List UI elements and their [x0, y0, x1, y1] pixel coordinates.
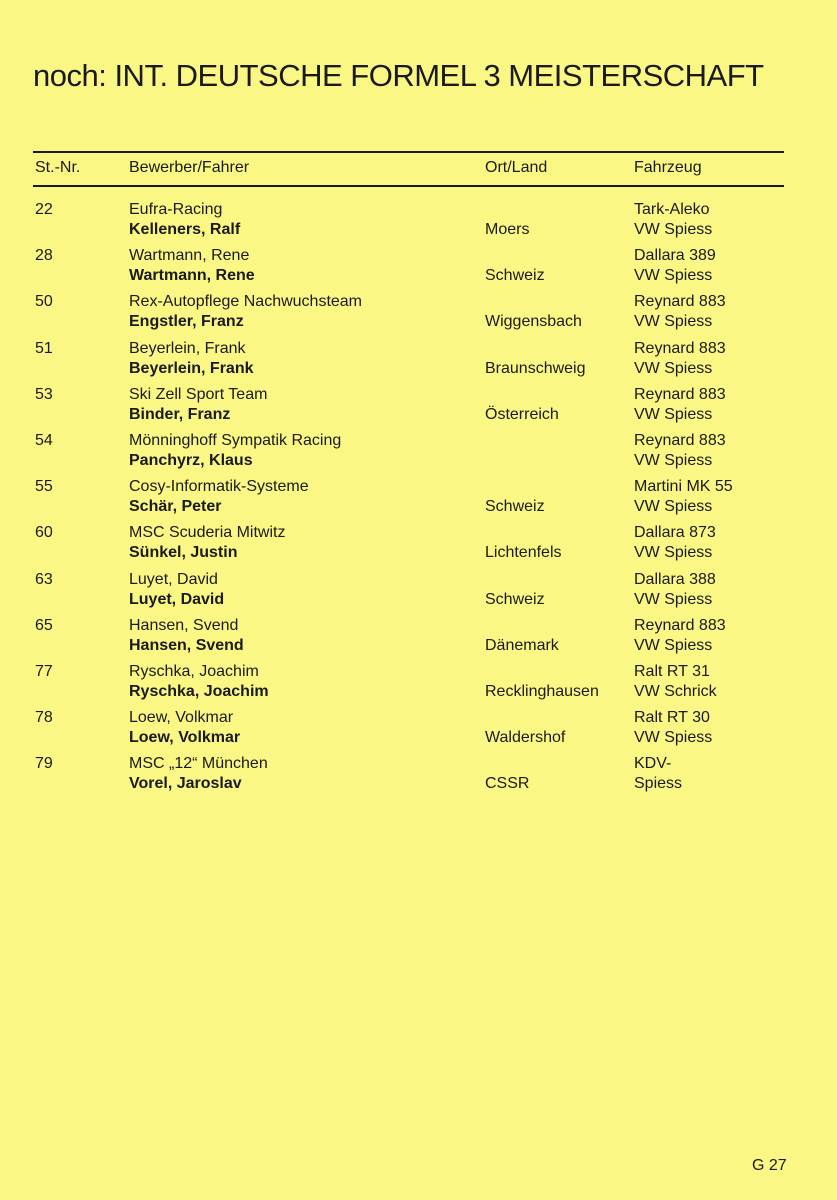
table-row: [0, 521, 837, 567]
fahrzeug-motor: VW Spiess: [634, 544, 713, 562]
fahrzeug-chassis: Ralt RT 31: [634, 662, 710, 680]
fahrzeug-motor: VW Spiess: [634, 359, 713, 377]
start-number: 51: [35, 339, 53, 357]
fahrzeug-chassis: Reynard 883: [634, 293, 726, 311]
fahrzeug-chassis: KDV-: [634, 755, 672, 773]
table-row: [0, 290, 837, 336]
fahrer-name: Vorel, Jaroslav: [129, 775, 242, 793]
fahrzeug-chassis: Dallara 388: [634, 570, 716, 588]
start-number: 77: [35, 662, 53, 680]
fahrer-name: Engstler, Franz: [129, 313, 244, 331]
bewerber-name: Hansen, Svend: [129, 616, 239, 634]
fahrzeug-chassis: Reynard 883: [634, 431, 726, 449]
table-row: [0, 198, 837, 244]
ort-land: Österreich: [485, 405, 559, 423]
start-number: 63: [35, 570, 53, 588]
header-startnummer: St.-Nr.: [35, 159, 81, 176]
bewerber-name: Cosy-Informatik-Systeme: [129, 478, 309, 496]
table-row: [0, 337, 837, 383]
bewerber-name: Ski Zell Sport Team: [129, 385, 268, 403]
fahrzeug-motor: VW Spiess: [634, 221, 713, 238]
start-number: 22: [35, 201, 53, 218]
ort-land: Moers: [485, 221, 530, 238]
header-bewerber-fahrer: Bewerber/Fahrer: [129, 159, 250, 176]
table-row: [0, 752, 837, 798]
fahrer-name: Loew, Volkmar: [129, 729, 241, 747]
ort-land: Schweiz: [485, 590, 545, 608]
entry-list: [0, 198, 837, 798]
fahrzeug-motor: VW Spiess: [634, 451, 713, 469]
ort-land: Waldershof: [485, 729, 566, 747]
fahrer-name: Beyerlein, Frank: [129, 359, 254, 377]
ort-land: Wiggensbach: [485, 313, 582, 331]
table-row: [0, 660, 837, 706]
ort-land: Recklinghausen: [485, 682, 599, 700]
page-number: G 27: [752, 1157, 787, 1174]
fahrzeug-motor: Spiess: [634, 775, 683, 793]
start-number: 79: [35, 755, 53, 773]
fahrer-name: Ryschka, Joachim: [129, 682, 269, 700]
table-row: [0, 706, 837, 752]
start-number: 78: [35, 709, 53, 727]
start-number: 54: [35, 431, 53, 449]
bewerber-name: Rex-Autopflege Nachwuchsteam: [129, 293, 363, 311]
fahrzeug-motor: VW Spiess: [634, 729, 713, 747]
bewerber-name: Luyet, David: [129, 570, 218, 588]
page-title: noch: INT. DEUTSCHE FORMEL 3 MEISTERSCHAFT: [33, 58, 764, 93]
ort-land: Lichtenfels: [485, 544, 562, 562]
fahrer-name: Luyet, David: [129, 590, 225, 608]
fahrzeug-chassis: Reynard 883: [634, 385, 726, 403]
bewerber-name: Mönninghoff Sympatik Racing: [129, 431, 342, 449]
start-number: 55: [35, 478, 53, 496]
ort-land: Schweiz: [485, 498, 545, 516]
start-number: 65: [35, 616, 53, 634]
bewerber-name: Wartmann, Rene: [129, 247, 250, 265]
start-number: 28: [35, 247, 53, 265]
table-header: [0, 159, 837, 179]
bewerber-name: Ryschka, Joachim: [129, 662, 259, 680]
table-row: [0, 383, 837, 429]
bewerber-name: Loew, Volkmar: [129, 709, 234, 727]
start-number: 50: [35, 293, 53, 311]
fahrzeug-chassis: Reynard 883: [634, 339, 726, 357]
header-divider: [33, 185, 784, 187]
fahrzeug-chassis: Tark-Aleko: [634, 201, 710, 218]
ort-land: Braunschweig: [485, 359, 586, 377]
fahrzeug-motor: VW Spiess: [634, 636, 713, 654]
header-ort-land: Ort/Land: [485, 159, 548, 176]
fahrzeug-motor: VW Schrick: [634, 682, 717, 700]
fahrzeug-chassis: Dallara 389: [634, 247, 716, 265]
fahrzeug-motor: VW Spiess: [634, 590, 713, 608]
fahrer-name: Panchyrz, Klaus: [129, 451, 253, 469]
ort-land: Schweiz: [485, 267, 545, 285]
table-row: [0, 429, 837, 475]
fahrer-name: Sünkel, Justin: [129, 544, 238, 562]
bewerber-name: Beyerlein, Frank: [129, 339, 246, 357]
fahrzeug-chassis: Martini MK 55: [634, 478, 733, 496]
fahrer-name: Binder, Franz: [129, 405, 231, 423]
start-number: 53: [35, 385, 53, 403]
fahrzeug-chassis: Reynard 883: [634, 616, 726, 634]
table-row: [0, 244, 837, 290]
bewerber-name: MSC „12“ München: [129, 755, 268, 773]
table-row: [0, 475, 837, 521]
fahrzeug-chassis: Dallara 873: [634, 524, 716, 542]
fahrzeug-motor: VW Spiess: [634, 498, 713, 516]
fahrzeug-motor: VW Spiess: [634, 405, 713, 423]
top-divider: [33, 151, 784, 153]
ort-land: CSSR: [485, 775, 530, 793]
fahrzeug-motor: VW Spiess: [634, 267, 713, 285]
ort-land: Dänemark: [485, 636, 559, 654]
table-row: [0, 614, 837, 660]
fahrzeug-chassis: Ralt RT 30: [634, 709, 710, 727]
bewerber-name: MSC Scuderia Mitwitz: [129, 524, 286, 542]
start-number: 60: [35, 524, 53, 542]
fahrer-name: Schär, Peter: [129, 498, 222, 516]
header-fahrzeug: Fahrzeug: [634, 159, 702, 176]
fahrer-name: Kelleners, Ralf: [129, 221, 241, 238]
bewerber-name: Eufra-Racing: [129, 201, 223, 218]
fahrer-name: Wartmann, Rene: [129, 267, 255, 285]
fahrzeug-motor: VW Spiess: [634, 313, 713, 331]
fahrer-name: Hansen, Svend: [129, 636, 244, 654]
table-row: [0, 568, 837, 614]
